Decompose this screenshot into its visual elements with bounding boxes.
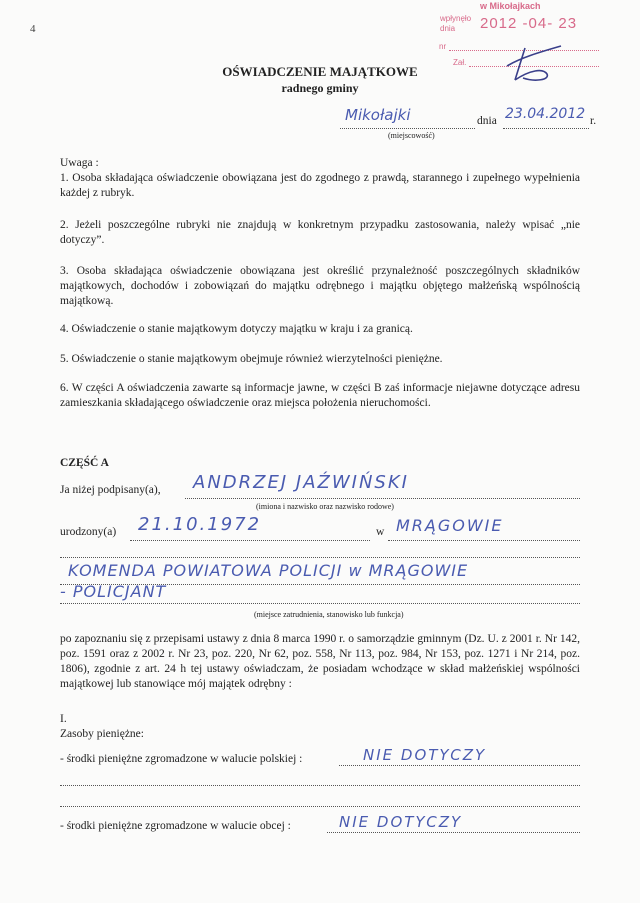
stamp-nr-label: nr [439,42,447,51]
note-number: 1. [60,172,69,184]
blank-line [60,556,580,558]
pln-blank-line-2 [60,805,580,807]
note-item-5 [60,352,580,367]
note-item-6 [60,381,580,411]
note-number: 5. [60,353,69,365]
name-field [185,472,580,499]
name-caption: (imiona i nazwisko oraz nazwisko rodowe) [256,502,394,511]
section-1-number: I. [60,713,67,725]
foreign-funds-value: NIE DOTYCZY [339,813,463,831]
foreign-funds-label: - środki pieniężne zgromadzone w walucie obcej : [60,820,291,832]
stamp-received-label-2: dnia [440,24,456,33]
date-label: dnia [477,115,497,127]
corner-mark: 4 [30,23,36,35]
year-suffix: r. [590,115,597,127]
stamp-received-label: wpłynęło [440,14,472,23]
note-item-3 [60,264,580,309]
part-a-heading: CZĘŚĆ A [60,457,109,469]
stamp-signature [495,40,565,85]
note-item-1 [60,171,580,201]
birth-place-label: w [376,526,385,538]
pln-funds-field [339,746,580,766]
place-field [340,106,475,129]
birth-date-field [130,514,370,541]
place-caption: (miejscowość) [388,131,435,140]
note-text: Osoba składająca oświadczenie obowiązana jest do zgodnego z prawdą, starannego i zupełnego wypełnienia każdej z rubryk. [60,172,581,199]
note-item-2 [60,218,580,248]
note-item-4 [60,322,580,337]
note-text: Osoba składająca oświadczenie obowiązana jest określić przynależność poszczególnych składników majątkowych, dochodów i zobowiązań do majątku odrębnego i majątku objętego małżeńską wspólnością majątkową. [60,265,580,307]
birth-place-field [388,516,580,541]
statute-paragraph: po zapoznaniu się z przepisami ustawy z dnia 8 marca 1990 r. o samorządzie gminnym (Dz. U. z 2001 r. Nr 142, poz. 1591 oraz z 2002 r. Nr 23, poz. 220, Nr 62, poz. 558, Nr 113, poz. 984, Nr 153, poz. 1271 i Nr 214, poz. 1806), zgodnie z art. 24 h tej ustawy oświadczam, że posiadam wchodzące w skład małżeńskiej wspólności majątkowej lub stanowiące mój majątek odrębny : [60,633,580,690]
document-subtitle: radnego gminy [281,81,359,95]
pln-funds-label: - środki pieniężne zgromadzone w walucie polskiej : [60,753,303,765]
section-1-heading: Zasoby pieniężne: [60,728,144,740]
stamp-received-date: 2012 -04- 23 [480,15,578,32]
birth-date-value: 21.10.1972 [138,514,262,535]
pln-blank-line-1 [60,784,580,786]
note-number: 6. [60,382,69,394]
date-value: 23.04.2012 [505,106,586,122]
foreign-funds-field [327,813,580,833]
employment-caption: (miejsce zatrudnienia, stanowisko lub funkcja) [254,610,404,619]
place-value: Mikołajki [345,106,411,124]
note-text: Oświadczenie o stanie majątkowym dotyczy majątku w kraju i za granicą. [71,323,413,335]
note-text: W części A oświadczenia zawarte są informacje jawne, w części B zaś informacje niejawne dotyczące adresu zamieszkania składającego oświadczenie oraz miejsca położenia nieruchomości. [60,382,580,409]
stamp-office: w Mikołajkach [480,1,541,11]
notes-heading: Uwaga : [60,157,99,169]
note-text: Jeżeli poszczególne rubryki nie znajdują w konkretnym przypadku zastosowania, należy wpisać „nie dotyczy”. [60,219,580,246]
employment-field-2 [60,582,580,604]
note-number: 3. [60,265,69,277]
signed-label: Ja niżej podpisany(a), [60,484,161,496]
document-title: OŚWIADCZENIE MAJĄTKOWE [222,64,418,79]
employment-value-2: - POLICJANT [60,582,167,601]
pln-funds-value: NIE DOTYCZY [363,746,487,764]
born-label: urodzony(a) [60,526,117,538]
stamp-zal-label: Zał. [453,58,467,67]
note-text: Oświadczenie o stanie majątkowym obejmuje również wierzytelności pieniężne. [71,353,443,365]
note-number: 4. [60,323,69,335]
birth-place-value: MRĄGOWIE [396,516,504,535]
date-field [503,106,589,129]
note-number: 2. [60,219,69,231]
employment-value-1: KOMENDA POWIATOWA POLICJI w MRĄGOWIE [68,561,469,580]
name-value: ANDRZEJ JAŹWIŃSKI [193,472,409,493]
